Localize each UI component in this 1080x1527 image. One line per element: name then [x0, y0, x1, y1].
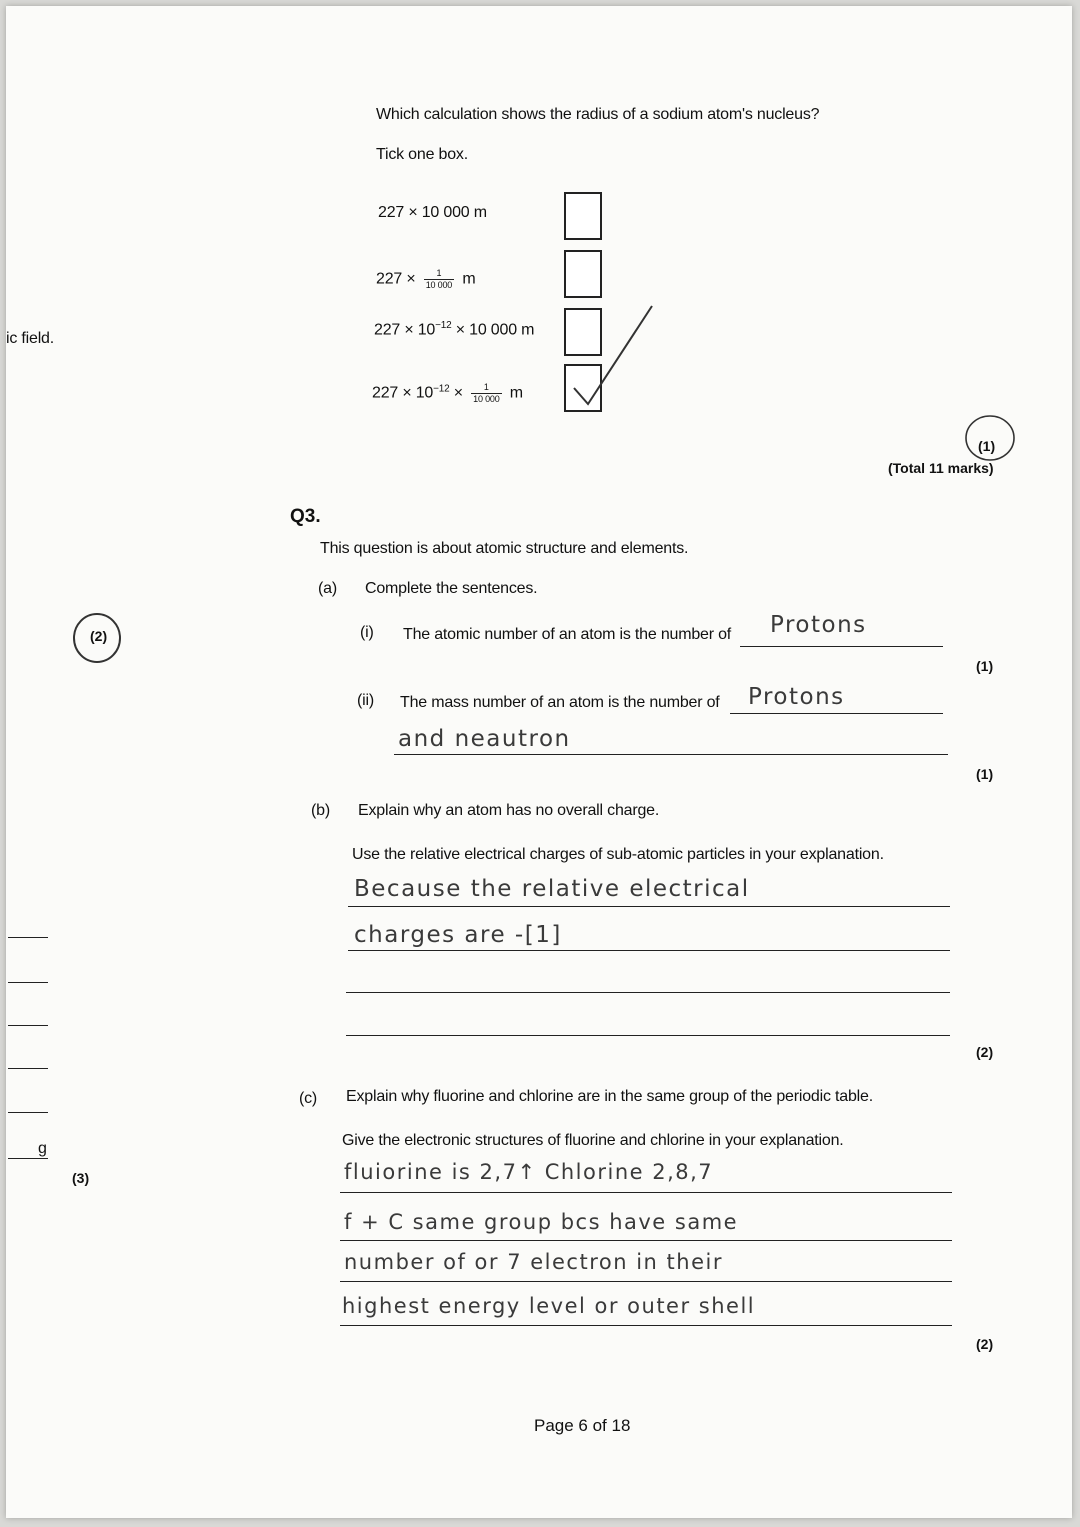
tick-box-2[interactable] [564, 250, 602, 298]
q3aii-answer-1: Protons [748, 684, 845, 710]
q3b-text: Explain why an atom has no overall charge. [358, 802, 660, 819]
option-2-label: 227 × $\frac{1}{10 000}$ m [376, 268, 476, 290]
option-1-label: 227 × 10 000 m [378, 204, 487, 221]
option-3-label: $227 \times 10^{-12} \times 10$ 000 m [374, 320, 535, 339]
q3c-answer-2: f + C same group bcs have same [344, 1210, 739, 1234]
answer-line [740, 646, 943, 647]
q3ai-answer: Protons [770, 612, 867, 638]
answer-line [346, 1035, 950, 1036]
left-hand-g: g [38, 1140, 47, 1157]
left-rule [8, 1112, 48, 1113]
q3c-label: (c) [299, 1090, 318, 1107]
left-margin-fragment: ic field. [6, 330, 54, 347]
q3ai-label: (i) [360, 624, 374, 641]
answer-line [340, 1325, 952, 1326]
q3c-answer-4: highest energy level or outer shell [342, 1294, 756, 1318]
answer-line [348, 950, 950, 951]
answer-line [348, 906, 950, 907]
q3c-text: Explain why fluorine and chlorine are in the same group of the periodic table. [346, 1088, 873, 1105]
q2-total-marks: (Total 11 marks) [888, 460, 994, 476]
q3a-text: Complete the sentences. [365, 580, 538, 597]
left-rule [8, 1025, 48, 1026]
answer-line [346, 992, 950, 993]
left-rule [8, 1068, 48, 1069]
tick-box-1[interactable] [564, 192, 602, 240]
left-mark-3: (3) [72, 1170, 90, 1186]
q3aii-text: The mass number of an atom is the number of [400, 694, 720, 711]
q3a-label: (a) [318, 580, 337, 597]
q3c-mark: (2) [976, 1336, 994, 1352]
q3b-mark: (2) [976, 1044, 994, 1060]
q3c-answer-1: fluiorine is 2,7↑ Chlorine 2,8,7 [344, 1160, 714, 1184]
q3c-answer-3: number of or 7 electron in their [344, 1250, 723, 1274]
q3aii-mark: (1) [976, 766, 994, 782]
q2-question: Which calculation shows the radius of a sodium atom's nucleus? [376, 106, 820, 123]
q3c-instruction: Give the electronic structures of fluorine and chlorine in your explanation. [342, 1132, 844, 1149]
answer-line [730, 713, 943, 714]
tick-mark-icon [560, 298, 660, 418]
q3aii-answer-2: and neautron [398, 726, 571, 752]
exam-page [6, 6, 1072, 1518]
q3b-instruction: Use the relative electrical charges of sub-atomic particles in your explanation. [352, 846, 884, 863]
answer-line [340, 1240, 952, 1241]
left-mark-2: (2) [90, 628, 108, 644]
q3aii-label: (ii) [357, 692, 374, 709]
q3-intro: This question is about atomic structure and elements. [320, 540, 689, 557]
answer-line [340, 1281, 952, 1282]
q3ai-mark: (1) [976, 658, 994, 674]
left-rule [8, 937, 48, 938]
q3b-answer-1: Because the relative electrical [354, 876, 750, 902]
q3b-label: (b) [311, 802, 330, 819]
answer-line [340, 1192, 952, 1193]
left-rule [8, 982, 48, 983]
answer-line [394, 754, 948, 755]
q3b-answer-2: charges are -[1] [354, 922, 562, 948]
left-rule [8, 1158, 48, 1159]
page-number: Page 6 of 18 [534, 1416, 631, 1435]
q2-instruction: Tick one box. [376, 146, 468, 163]
q3ai-text: The atomic number of an atom is the number of [403, 626, 732, 643]
q2-mark: (1) [978, 438, 996, 454]
q3-number: Q3. [290, 506, 321, 527]
option-4-label: $227 \times 10^{-12}$ × $\frac{1}{10 000}$ m [372, 382, 523, 404]
